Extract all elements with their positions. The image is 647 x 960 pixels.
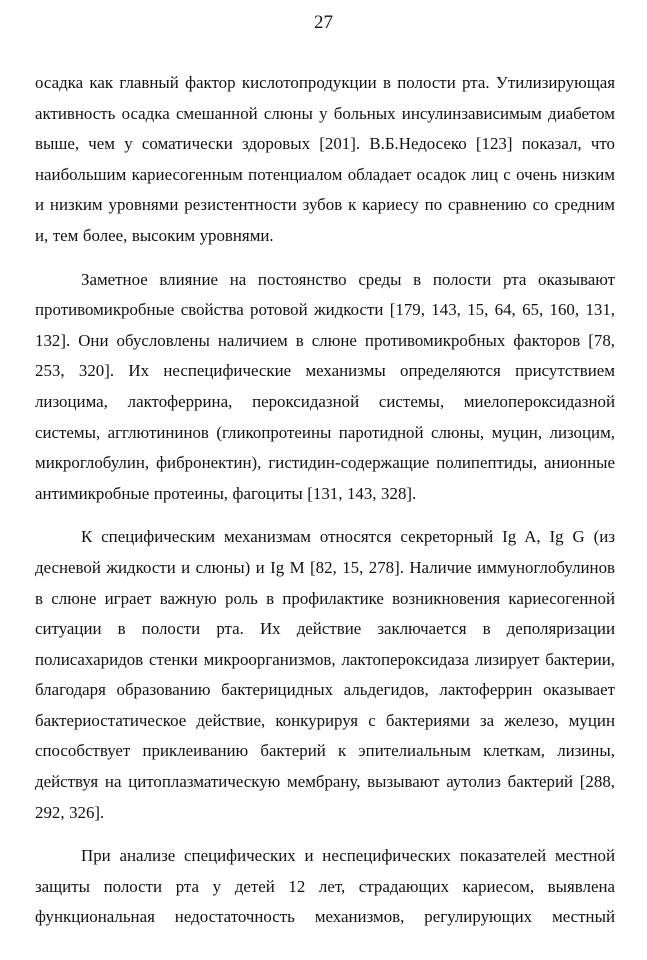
page-body xyxy=(35,68,615,933)
paragraph-analysis: При анализе специфических и неспецифических показателей местной защиты полости рта у детей 12 лет, страдающих кариесом, выявлена функциональная недостаточность механизмов, регулирующих местный xyxy=(35,846,615,927)
paragraph-continuation: осадка как главный фактор кислотопродукции в полости рта. Утилизирующая активность осадка смешанной слюны у больных инсулинзависимым диабетом выше, чем у соматически здоровых [201]. В.Б.Недосеко [123] показал, что наибольшим кариесогенным потенциалом обладает осадок лиц с очень низким и низким уровнями резистентности зубов к кариесу по сравнению со средним и, тем более, высоким уровнями. xyxy=(35,73,615,245)
paragraph-specific-mechanisms: К специфическим механизмам относятся секреторный Ig A, Ig G (из десневой жидкости и слюны) и Ig M [82, 15, 278]. Наличие иммуноглобулинов в слюне играет важную роль в профилактике возникновения кариесогенной ситуации в полости рта. Их действие заключается в деполяризации полисахаридов стенки микроорганизмов, лактопероксидаза лизирует бактерии, благодаря образованию бактерицидных альдегидов, лактоферрин оказывает бактериостатическое действие, конкурируя с бактериями за железо, муцин способствует приклеиванию бактерий к эпителиальным клеткам, лизины, действуя на цитоплазматическую мембрану, вызывают аутолиз бактерий [288, 292, 326]. xyxy=(35,527,615,822)
page-number: 27 xyxy=(314,12,333,33)
paragraph-antimicrobial-properties: Заметное влияние на постоянство среды в полости рта оказывают противомикробные свойства ротовой жидкости [179, 143, 15, 64, 65, 160, 131, 132]. Они обусловлены наличием в слюне противомикробных факторов [78, 253, 320]. Их неспецифические механизмы определяются присутствием лизоцима, лактоферрина, пероксидазной системы, миелопероксидазной системы, агглютининов (гликопротеины паротидной слюны, муцин, лизоцим, микроглобулин, фибронектин), гистидин-содержащие полипептиды, анионные антимикробные протеины, фагоциты [131, 143, 328]. xyxy=(35,269,615,503)
